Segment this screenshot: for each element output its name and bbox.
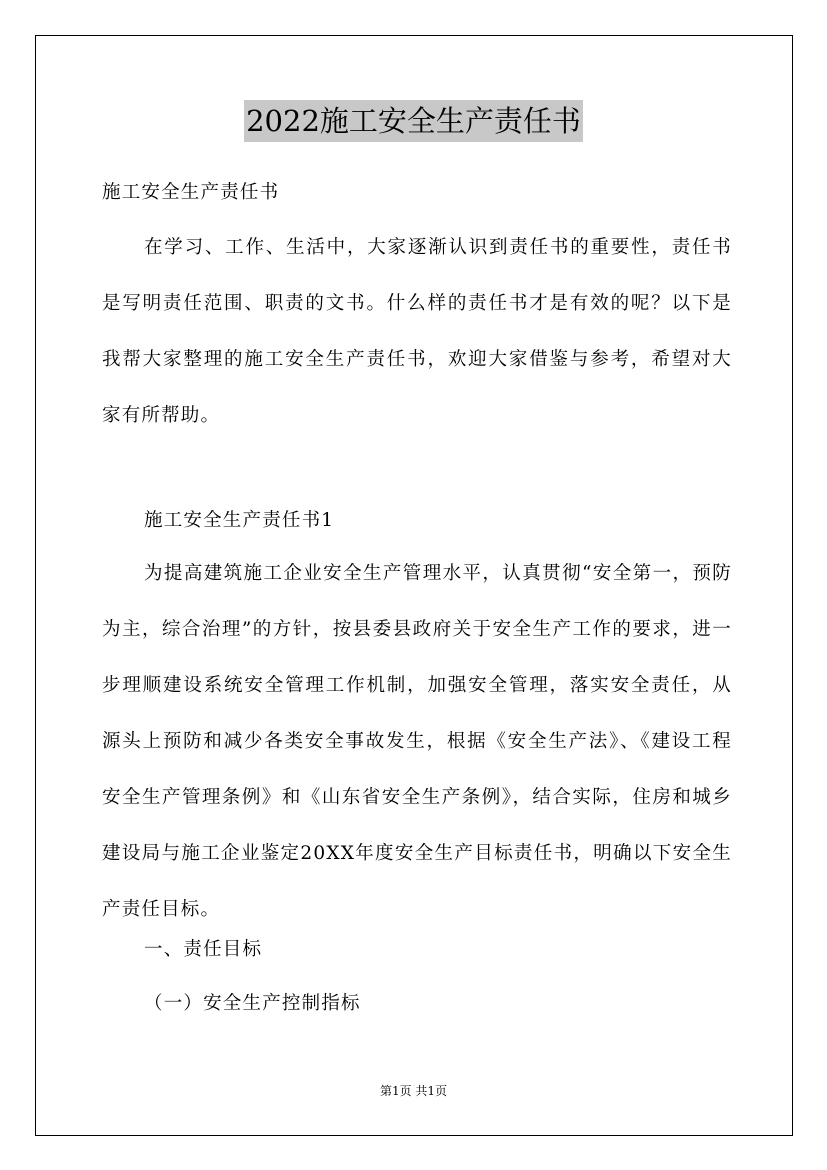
intro-paragraph: 在学习、工作、生活中，大家逐渐认识到责任书的重要性，责任书是写明责任范围、职责的文书。什么样的责任书才是有效的呢？以下是我帮大家整理的施工安全生产责任书，欢迎大家借鉴与参考，希望对大家有所帮助。 bbox=[102, 237, 732, 426]
document-subtitle: 施工安全生产责任书 bbox=[102, 182, 280, 203]
page-footer: 第1页 共1页 bbox=[379, 1084, 448, 1098]
document-title: 2022施工安全生产责任书 bbox=[244, 100, 583, 142]
section-1-heading: 施工安全生产责任书1 bbox=[144, 510, 335, 531]
heading-responsibility-goals: 一、责任目标 bbox=[144, 939, 263, 960]
section-1-body: 为提高建筑施工企业安全生产管理水平，认真贯彻“安全第一，预防为主，综合治理”的方针，按县委县政府关于安全生产工作的要求，进一步理顺建设系统安全管理工作机制，加强安全管理，落实安全责任，从源头上预防和减少各类安全事故发生，根据《安全生产法》、《建设工程安全生产管理条例》和《山东省安全生产条例》，结合实际，住房和城乡建设局与施工企业鉴定20XX年度安全生产目标责任书，明确以下安全生产责任目标。 bbox=[102, 563, 732, 920]
title-container bbox=[0, 100, 827, 142]
heading-safety-control-indicators: （一）安全生产控制指标 bbox=[144, 993, 361, 1014]
